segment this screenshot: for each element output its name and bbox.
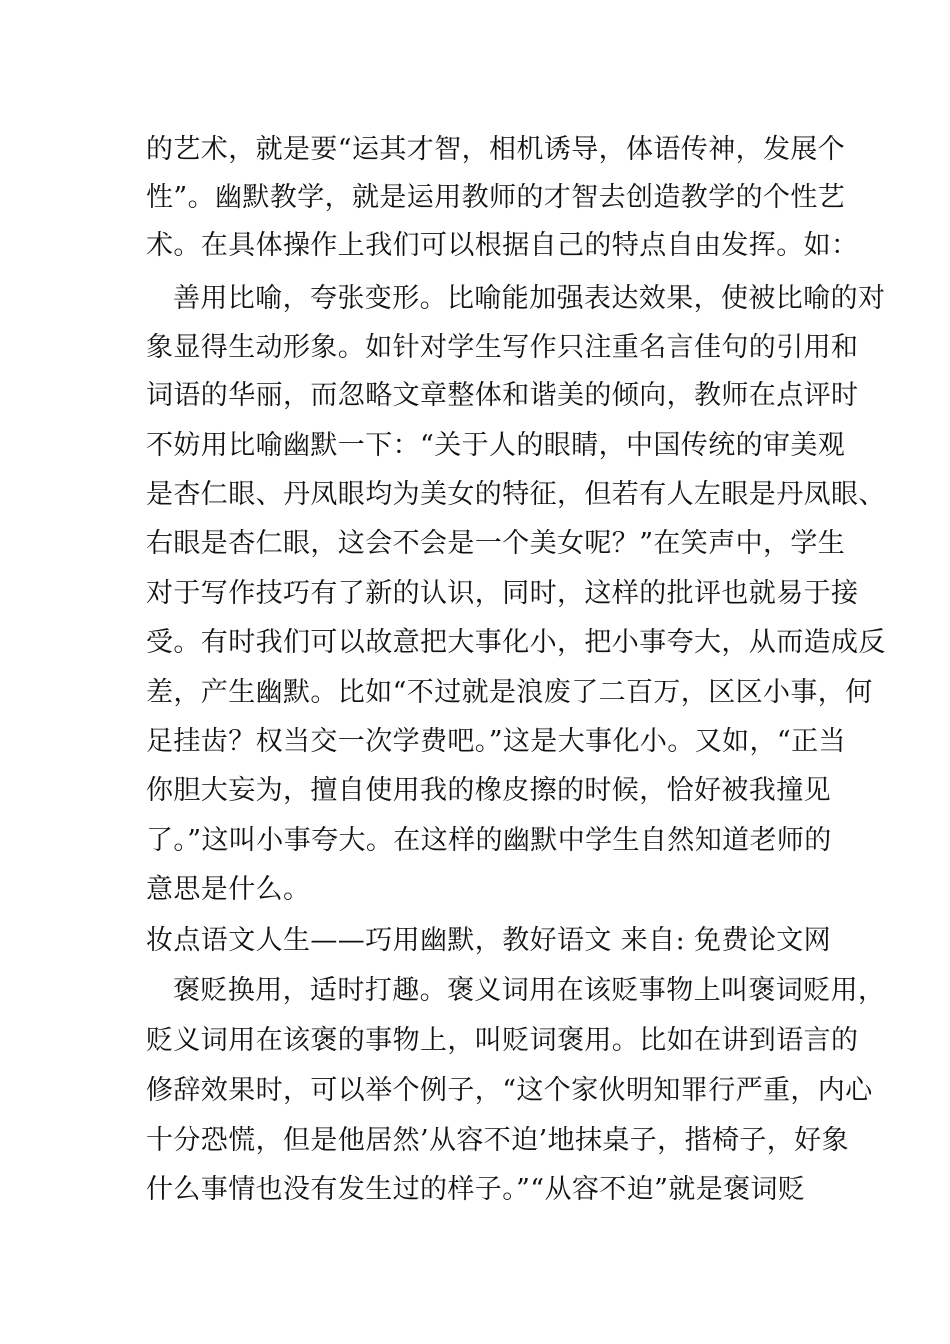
body-text-line: 术。在具体操作上我们可以根据自己的特点自由发挥。如： [146,230,859,261]
body-text-line: 是杏仁眼、丹凤眼均为美女的特征，但若有人左眼是丹凤眼、 [146,479,886,510]
paragraph-first-line: 褒贬换用，适时打趣。褒义词用在该贬事物上叫褒词贬用， [173,975,886,1006]
body-text-line: 差，产生幽默。比如“不过就是浪废了二百万，区区小事，何 [146,677,873,708]
body-text-line: 象显得生动形象。如针对学生写作只注重名言佳句的引用和 [146,332,859,363]
body-text-line: 不妨用比喻幽默一下：“关于人的眼睛，中国传统的审美观 [146,430,846,461]
body-text-line: 你胆大妄为，擅自使用我的橡皮擦的时候，恰好被我撞见 [146,775,831,806]
body-text-line: 词语的华丽，而忽略文章整体和谐美的倾向，教师在点评时 [146,380,859,411]
body-text-line: 足挂齿？权当交一次学费吧。”这是大事化小。又如，“正当 [146,726,846,757]
body-text-line: 十分恐慌，但是他居然’从容不迫’地抹桌子，揩椅子，好象 [146,1125,849,1156]
body-text-line: 修辞效果时，可以举个例子，“这个家伙明知罪行严重，内心 [146,1075,873,1106]
body-text-line: 对于写作技巧有了新的认识，同时，这样的批评也就易于接 [146,578,859,609]
body-text-line: 贬义词用在该褒的事物上，叫贬词褒用。比如在讲到语言的 [146,1025,859,1056]
paragraph-first-line: 善用比喻，夸张变形。比喻能加强表达效果，使被比喻的对 [173,283,886,314]
body-text-line: 什么事情也没有发生过的样子。”“从容不迫”就是褒词贬 [146,1174,806,1205]
body-text-line: 右眼是杏仁眼，这会不会是一个美女呢？”在笑声中，学生 [146,528,846,559]
body-text-line: 性”。幽默教学，就是运用教师的才智去创造教学的个性艺 [146,182,846,213]
section-title: 妆点语文人生——巧用幽默，教好语文 来自: 免费论文网 [146,925,832,956]
body-text-line: 了。”这叫小事夸大。在这样的幽默中学生自然知道老师的 [146,825,832,856]
body-text-line: 受。有时我们可以故意把大事化小，把小事夸大，从而造成反 [146,627,886,658]
body-text-line: 的艺术，就是要“运其才智，相机诱导，体语传神，发展个 [146,134,846,165]
body-text-line: 意思是什么。 [146,874,311,905]
